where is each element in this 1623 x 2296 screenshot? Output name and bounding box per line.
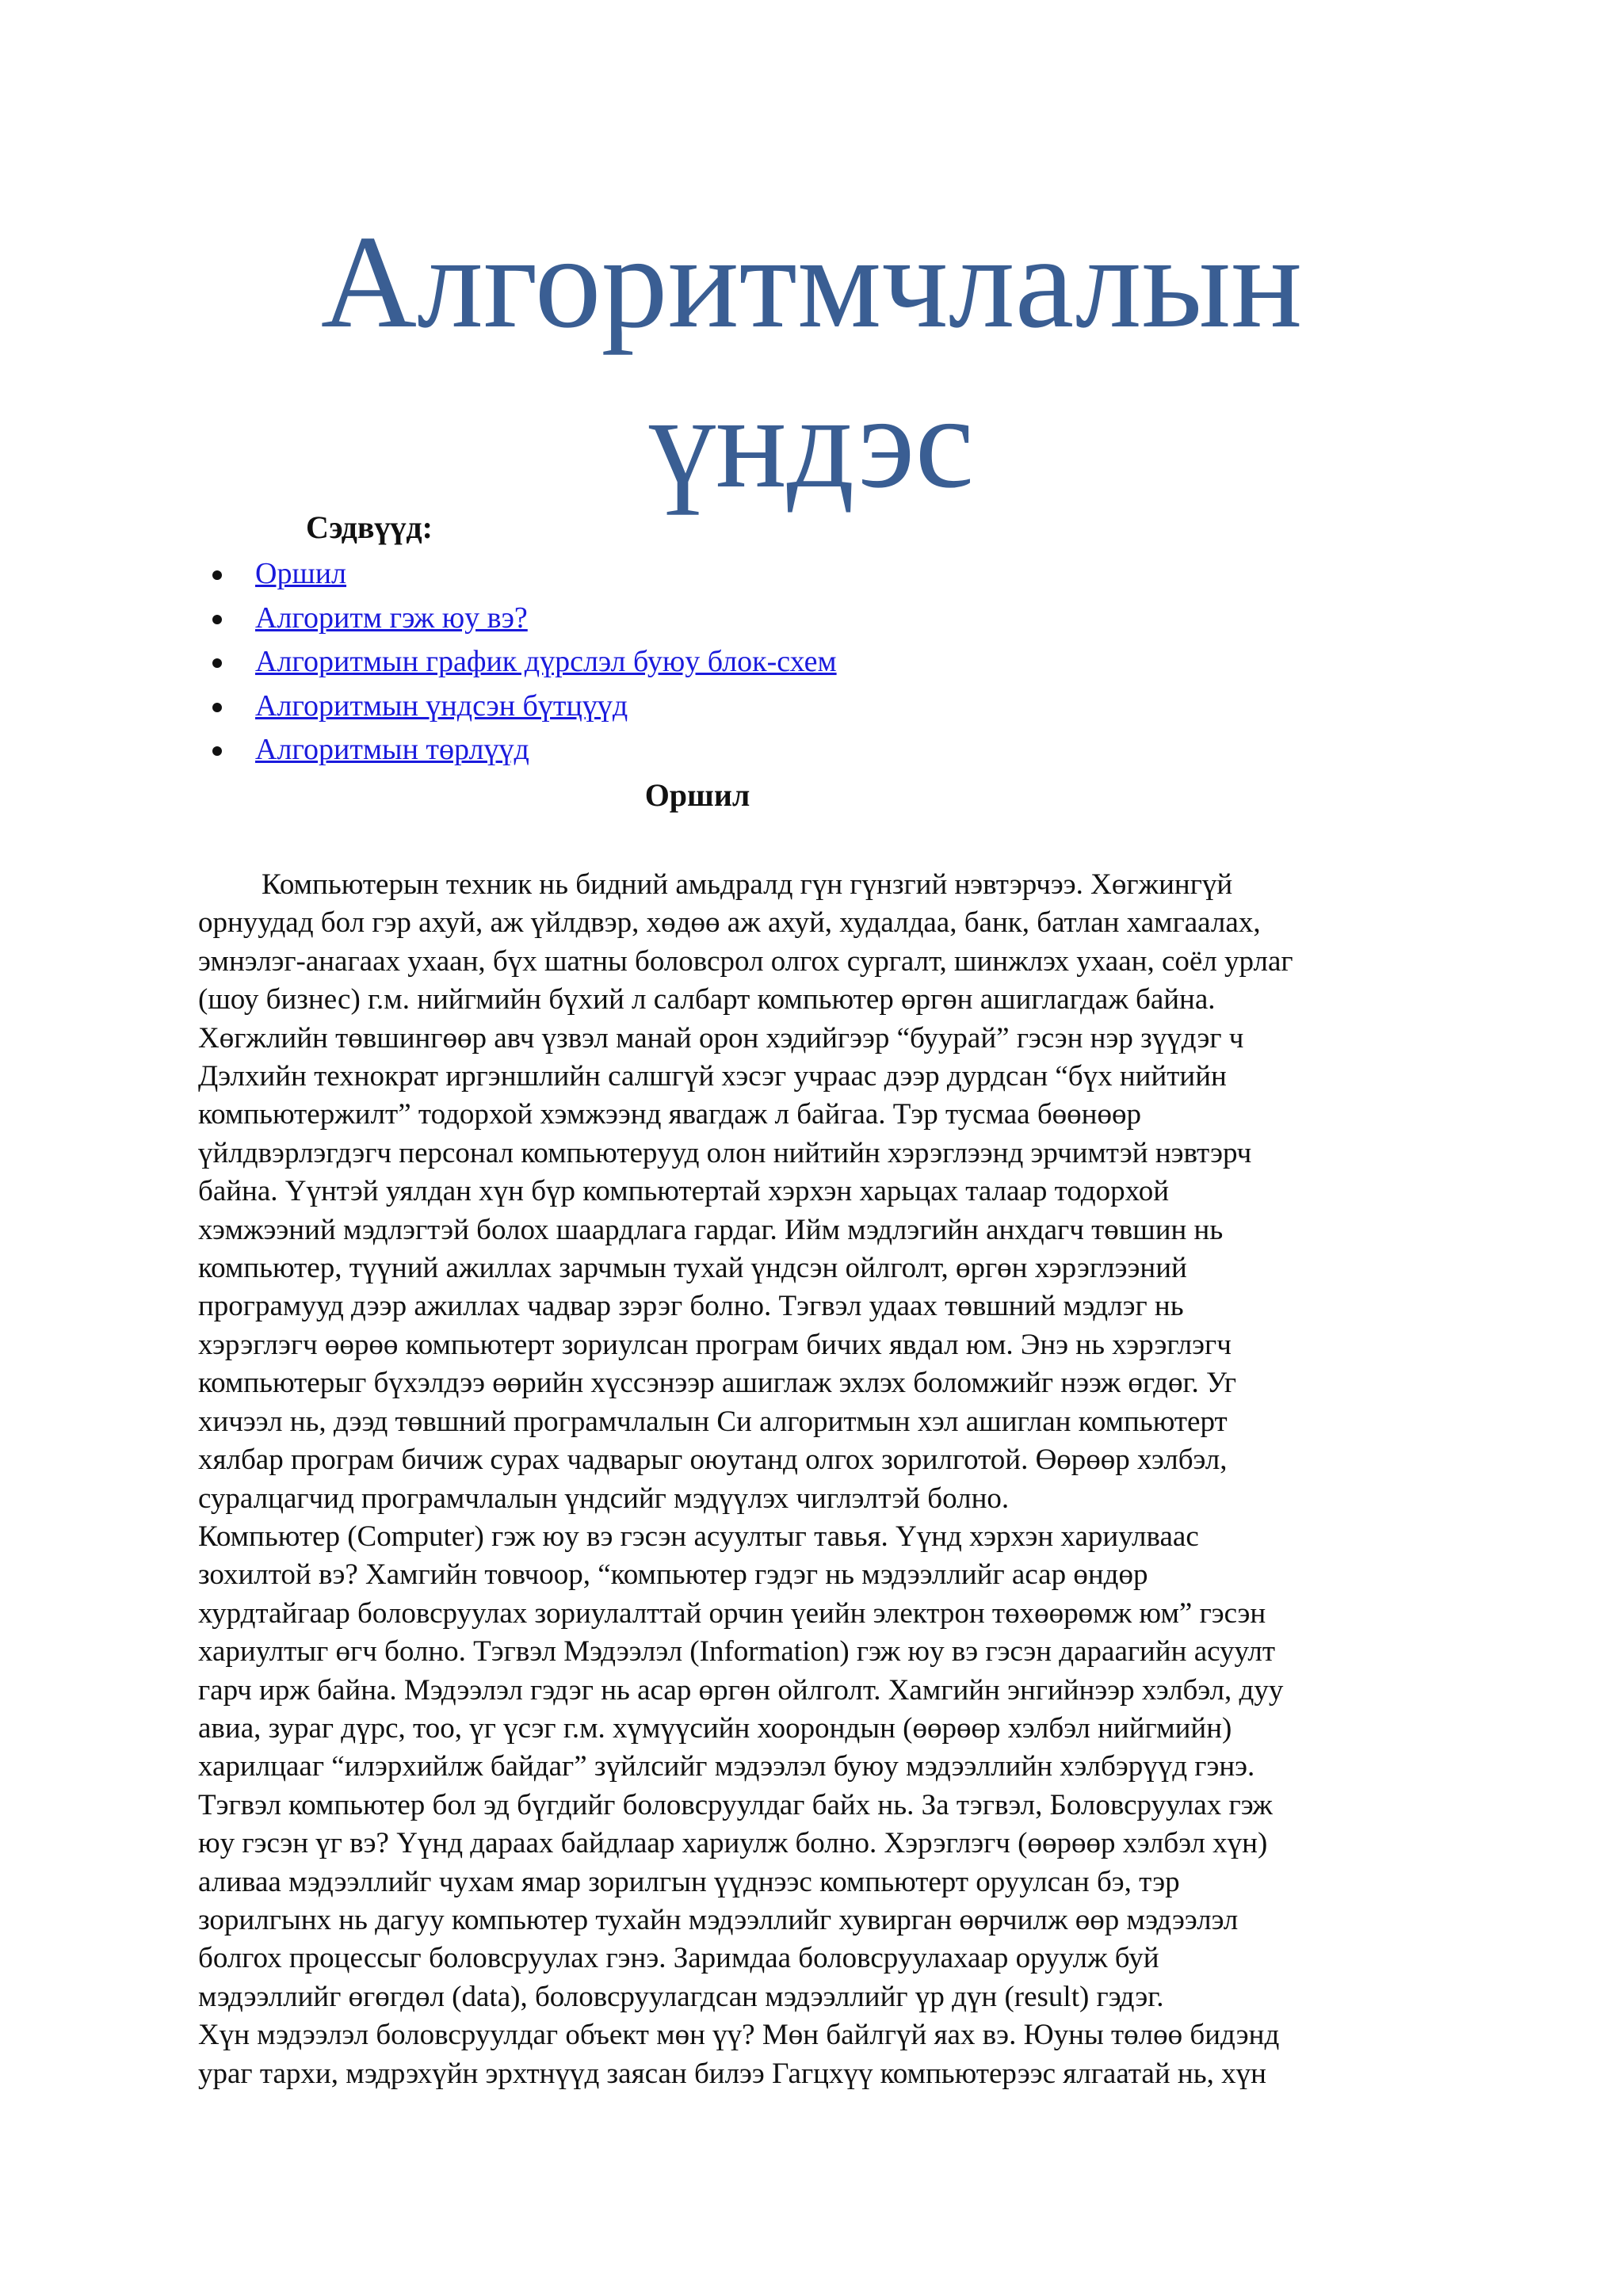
text-line: гарч ирж байна. Мэдээлэл гэдэг нь асар өргөн ойлголт. Хамгийн энгийнээр хэлбэл, дуу: [198, 1673, 1284, 1707]
text-line: компьютерыг бүхэлдээ өөрийн хүссэнээр ашиглаж эхлэх боломжийг нээж өгдөг. Уг: [198, 1367, 1237, 1400]
toc-link-basic-structures[interactable]: Алгоритмын үндсэн бүтцүүд: [255, 688, 628, 723]
bullet-icon: [212, 570, 222, 580]
text-line: хурдтайгаар боловсруулах зориулалттай орчин үеийн электрон төхөөрөмж юм” гэсэн: [198, 1596, 1266, 1630]
text-line: авиа, зураг дүрс, тоо, үг үсэг г.м. хүмүүсийн хоорондын (өөрөөр хэлбэл нийгмийн): [198, 1711, 1232, 1745]
text-line: хариултыг өгч болно. Тэгвэл Мэдээлэл (Information) гэж юу вэ гэсэн дараагийн асуулт: [198, 1635, 1276, 1669]
text-line: ураг тархи, мэдрэхүйн эрхтнүүд заясан билээ Гагцхүү компьютерээс ялгаатай нь, хүн: [198, 2057, 1266, 2090]
text-line: мэдээллийг өгөгдөл (data), боловсруулагдсан мэдээллийг үр дүн (result) гэдэг.: [198, 1980, 1164, 2013]
text-line: байна. Үүнтэй уялдан хүн бүр компьютертай хэрхэн харьцах талаар тодорхой: [198, 1175, 1170, 1208]
text-line: Дэлхийн технократ иргэншлийн салшгүй хэсэг учраас дээр дурдсан “бүх нийтийн: [198, 1060, 1227, 1093]
title-line-1: Алгоритмчлалын: [320, 208, 1303, 356]
paragraph-1: [198, 866, 1419, 1518]
text-line: юу гэсэн үг вэ? Үүнд дараах байдлаар хариулж болно. Хэрэглэгч (өөрөөр хэлбэл хүн): [198, 1827, 1268, 1860]
paragraph-3: [198, 2016, 1419, 2093]
text-line: Хүн мэдээлэл боловсруулдаг объект мөн үү? Мөн байлгүй яах вэ. Юуны төлөө бидэнд: [198, 2019, 1280, 2052]
toc-link-flowchart[interactable]: Алгоритмын график дүрслэл буюу блок-схем: [255, 645, 837, 678]
text-line: орнуудад бол гэр ахуй, аж үйлдвэр, хөдөө аж ахуй, худалдаа, банк, батлан хамгаалах,: [198, 906, 1261, 940]
body-text: [198, 866, 1419, 2093]
text-line: харилцааг “илэрхийлж байдаг” зүйлсийг мэдээлэл буюу мэдээллийн хэлбэрүүд гэнэ.: [198, 1750, 1255, 1783]
text-line: хялбар програм бичиж сурах чадварыг оюутанд олгох зорилготой. Өөрөөр хэлбэл,: [198, 1444, 1228, 1477]
toc-link-introduction[interactable]: Оршил: [255, 557, 347, 590]
text-line: Компьютер (Computer) гэж юу вэ гэсэн асуултыг тавья. Үүнд хэрхэн хариулваас: [198, 1520, 1199, 1553]
text-line: програмууд дээр ажиллах чадвар зэрэг болно. Тэгвэл удаах төвшний мэдлэг нь: [198, 1290, 1184, 1323]
text-line: компьютержилт” тодорхой хэмжээнд явагдаж л байгаа. Тэр тусмаа бөөнөөр: [198, 1098, 1141, 1131]
text-line: хэрэглэгч өөрөө компьютерт зориулсан програм бичих явдал юм. Энэ нь хэрэглэгч: [198, 1328, 1232, 1361]
text-line: зохилтой вэ? Хамгийн товчоор, “компьютер гэдэг нь мэдээллийг асар өндөр: [198, 1558, 1148, 1592]
bullet-icon: [212, 703, 222, 712]
text-line: үйлдвэрлэгдэгч персонал компьютерууд олон нийтийн хэрэглээнд эрчимтэй нэвтэрч: [198, 1136, 1252, 1169]
bullet-icon: [212, 746, 222, 756]
toc-link-types[interactable]: Алгоритмын төрлүүд: [255, 733, 529, 766]
text-line: компьютер, түүний ажиллах зарчмын тухай үндсэн ойлголт, өргөн хэрэглээний: [198, 1252, 1187, 1285]
text-line: эмнэлэг-анагаах ухаан, бүх шатны боловсрол олгох сургалт, шинжлэх ухаан, соёл урлаг: [198, 944, 1293, 978]
toc-link-what-is-algorithm[interactable]: Алгоритм гэж юу вэ?: [255, 601, 528, 635]
text-line: хичээл нь, дээд төвшний програмчлалын Си алгоритмын хэл ашиглан компьютерт: [198, 1405, 1228, 1438]
topics-heading: Сэдвүүд:: [306, 509, 433, 545]
text-line: суралцагчид програмчлалын үндсийг мэдүүлэх чиглэлтэй болно.: [198, 1482, 1010, 1515]
bullet-icon: [212, 658, 222, 668]
text-line: аливаа мэдээллийг чухам ямар зорилгын үүднээс компьютерт оруулсан бэ, тэр: [198, 1865, 1180, 1898]
text-line: зорилгынх нь дагуу компьютер тухайн мэдээллийг хувирган өөрчилж өөр мэдээлэл: [198, 1903, 1239, 1936]
document-title: [0, 202, 1623, 522]
text-line: Хөгжлийн төвшингөөр авч үзвэл манай орон хэдийгээр “буурай” гэсэн нэр зүүдэг ч: [198, 1021, 1244, 1055]
title-line-2: үндэс: [648, 368, 975, 516]
text-line: Тэгвэл компьютер бол эд бүгдийг боловсруулдаг байх нь. За тэгвэл, Боловсруулах гэж: [198, 1788, 1273, 1821]
section-heading-introduction: Оршил: [644, 777, 750, 813]
text-line: Компьютерын техник нь бидний амьдралд гүн гүнзгий нэвтэрчээ. Хөгжингүй: [262, 868, 1233, 901]
paragraph-2: [198, 1518, 1419, 2016]
text-line: хэмжээний мэдлэгтэй болох шаардлага гардаг. Ийм мэдлэгийн анхдагч төвшин нь: [198, 1213, 1224, 1246]
text-line: болгох процессыг боловсруулах гэнэ. Заримдаа боловсруулахаар оруулж буй: [198, 1942, 1159, 1975]
bullet-icon: [212, 615, 222, 624]
text-line: (шоу бизнес) г.м. нийгмийн бүхий л салбарт компьютер өргөн ашиглагдаж байна.: [198, 983, 1216, 1016]
